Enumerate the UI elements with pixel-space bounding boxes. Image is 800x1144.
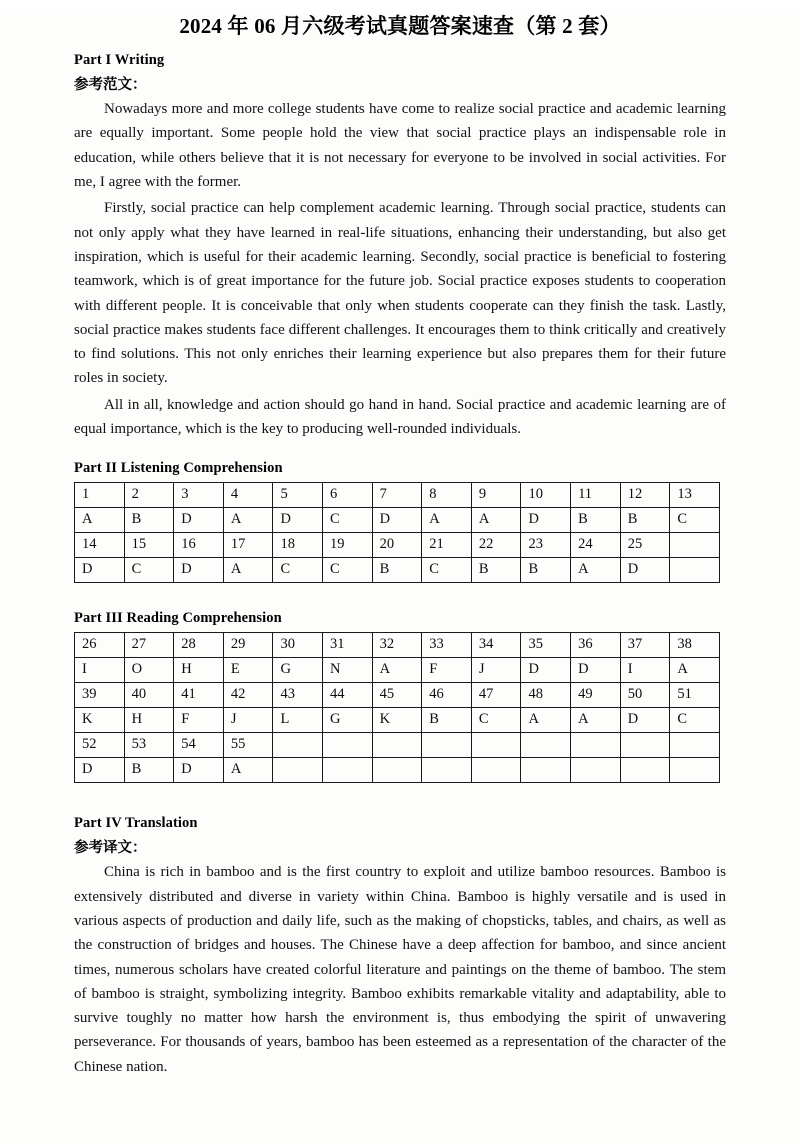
answer-cell: C: [273, 558, 323, 583]
question-number-cell: 50: [620, 683, 670, 708]
question-number-cell: 9: [471, 483, 521, 508]
question-number-cell: 1: [75, 483, 125, 508]
answer-cell: D: [620, 708, 670, 733]
answer-cell: A: [670, 658, 720, 683]
empty-cell: [670, 758, 720, 783]
empty-cell: [422, 733, 472, 758]
question-number-cell: 30: [273, 633, 323, 658]
question-number-cell: 8: [422, 483, 472, 508]
answer-cell: A: [521, 708, 571, 733]
answer-cell: D: [75, 558, 125, 583]
question-number-cell: 51: [670, 683, 720, 708]
answer-cell: A: [571, 558, 621, 583]
empty-cell: [620, 758, 670, 783]
question-number-cell: 5: [273, 483, 323, 508]
question-number-cell: 7: [372, 483, 422, 508]
question-number-cell: 19: [323, 533, 373, 558]
listening-answer-table: [74, 482, 720, 583]
question-number-cell: 47: [471, 683, 521, 708]
question-number-cell: 20: [372, 533, 422, 558]
empty-cell: [521, 758, 571, 783]
question-number-cell: 48: [521, 683, 571, 708]
question-number-cell: 11: [571, 483, 621, 508]
table-row: [75, 758, 720, 783]
empty-cell: [422, 758, 472, 783]
answer-cell: B: [471, 558, 521, 583]
question-number-cell: 42: [223, 683, 273, 708]
answer-cell: A: [422, 508, 472, 533]
question-number-cell: 34: [471, 633, 521, 658]
question-number-cell: 49: [571, 683, 621, 708]
question-number-cell: 31: [323, 633, 373, 658]
part-2-listening-section: [74, 460, 726, 583]
answer-cell: C: [670, 508, 720, 533]
table-row: [75, 633, 720, 658]
spacer: [74, 583, 726, 600]
answer-cell: D: [273, 508, 323, 533]
table-row: [75, 708, 720, 733]
question-number-cell: 44: [323, 683, 373, 708]
answer-cell: C: [323, 508, 373, 533]
question-number-cell: 36: [571, 633, 621, 658]
question-number-cell: 33: [422, 633, 472, 658]
part-1-writing-section: [74, 52, 726, 441]
answer-cell: B: [422, 708, 472, 733]
empty-cell: [323, 733, 373, 758]
answer-key-page: [0, 14, 800, 1144]
empty-cell: [323, 758, 373, 783]
question-number-cell: 25: [620, 533, 670, 558]
answer-cell: A: [223, 508, 273, 533]
table-row: [75, 533, 720, 558]
question-number-cell: 43: [273, 683, 323, 708]
answer-cell: A: [223, 758, 273, 783]
answer-cell: D: [571, 658, 621, 683]
empty-cell: [471, 733, 521, 758]
table-row: [75, 683, 720, 708]
answer-cell: B: [372, 558, 422, 583]
empty-cell: [372, 758, 422, 783]
answer-cell: D: [521, 508, 571, 533]
part-3-heading: Part III Reading Comprehension: [74, 610, 282, 627]
reading-answer-table: [74, 632, 720, 783]
empty-cell: [521, 733, 571, 758]
question-number-cell: 54: [174, 733, 224, 758]
answer-cell: B: [124, 758, 174, 783]
answer-cell: J: [471, 658, 521, 683]
answer-cell: F: [174, 708, 224, 733]
question-number-cell: 14: [75, 533, 125, 558]
question-number-cell: 53: [124, 733, 174, 758]
question-number-cell: 24: [571, 533, 621, 558]
question-number-cell: 46: [422, 683, 472, 708]
question-number-cell: 10: [521, 483, 571, 508]
answer-cell: G: [273, 658, 323, 683]
part-1-subheading: 参考范文：: [74, 77, 147, 94]
answer-cell: E: [223, 658, 273, 683]
empty-cell: [571, 733, 621, 758]
question-number-cell: 52: [75, 733, 125, 758]
answer-cell: D: [75, 758, 125, 783]
question-number-cell: 55: [223, 733, 273, 758]
answer-cell: J: [223, 708, 273, 733]
answer-cell: D: [174, 758, 224, 783]
answer-cell: F: [422, 658, 472, 683]
empty-cell: [471, 758, 521, 783]
answer-cell: K: [372, 708, 422, 733]
empty-cell: [273, 758, 323, 783]
question-number-cell: 37: [620, 633, 670, 658]
empty-cell: [620, 733, 670, 758]
question-number-cell: 12: [620, 483, 670, 508]
question-number-cell: 15: [124, 533, 174, 558]
question-number-cell: 29: [223, 633, 273, 658]
answer-cell: A: [471, 508, 521, 533]
answer-cell: G: [323, 708, 373, 733]
table-row: [75, 508, 720, 533]
page-title: 2024 年 06 月六级考试真题答案速查（第 2 套）: [179, 14, 621, 38]
question-number-cell: 39: [75, 683, 125, 708]
answer-cell: L: [273, 708, 323, 733]
answer-cell: C: [670, 708, 720, 733]
empty-cell: [372, 733, 422, 758]
question-number-cell: 27: [124, 633, 174, 658]
question-number-cell: 2: [124, 483, 174, 508]
answer-cell: D: [620, 558, 670, 583]
part-4-translation-section: [74, 815, 726, 1079]
question-number-cell: 16: [174, 533, 224, 558]
writing-paragraph-2: Firstly, social practice can help complement academic learning. Through social practice, students can not only apply what they have learned in real-life situations, enhancing their understanding, but also get inspiration, which is useful for their academic learning. Secondly, social practice is beneficial to fostering teamwork, which is of great importance for the future job. Social practice exposes students to cooperation with different people. It is conceivable that only when students cooperate can they finish the task. Lastly, social practice makes students face different challenges. It encourages them to think critically and creatively to find solutions. This not only enriches their learning experience but also prepares them for their future roles in society.: [74, 200, 726, 387]
question-number-cell: 28: [174, 633, 224, 658]
question-number-cell: 23: [521, 533, 571, 558]
writing-paragraph-1: Nowadays more and more college students have come to realize social practice and academic learning are equally important. Some people hold the view that social practice plays an indispensable role in education, while others believe that it is not necessary for everyone to be involved in social activities. For me, I agree with the former.: [74, 101, 726, 191]
empty-cell: [670, 558, 720, 583]
spacer: [74, 783, 726, 805]
empty-cell: [670, 533, 720, 558]
answer-cell: K: [75, 708, 125, 733]
table-row: [75, 658, 720, 683]
part-4-heading: Part IV Translation: [74, 815, 198, 832]
question-number-cell: 40: [124, 683, 174, 708]
empty-cell: [571, 758, 621, 783]
answer-cell: B: [124, 508, 174, 533]
answer-cell: I: [620, 658, 670, 683]
spacer: [74, 441, 726, 450]
question-number-cell: 45: [372, 683, 422, 708]
answer-cell: C: [422, 558, 472, 583]
answer-cell: C: [471, 708, 521, 733]
answer-cell: A: [571, 708, 621, 733]
writing-paragraph-3: All in all, knowledge and action should go hand in hand. Social practice and academic learning are of equal importance, which is the key to producing well-rounded individuals.: [74, 396, 726, 438]
answer-cell: A: [223, 558, 273, 583]
table-row: [75, 558, 720, 583]
answer-cell: I: [75, 658, 125, 683]
answer-cell: C: [323, 558, 373, 583]
question-number-cell: 21: [422, 533, 472, 558]
part-4-subheading: 参考译文：: [74, 840, 147, 857]
empty-cell: [670, 733, 720, 758]
answer-cell: H: [124, 708, 174, 733]
question-number-cell: 41: [174, 683, 224, 708]
question-number-cell: 17: [223, 533, 273, 558]
part-2-heading: Part II Listening Comprehension: [74, 460, 283, 477]
answer-cell: D: [174, 508, 224, 533]
answer-cell: H: [174, 658, 224, 683]
empty-cell: [273, 733, 323, 758]
answer-cell: C: [124, 558, 174, 583]
answer-cell: B: [571, 508, 621, 533]
question-number-cell: 13: [670, 483, 720, 508]
question-number-cell: 3: [174, 483, 224, 508]
question-number-cell: 6: [323, 483, 373, 508]
answer-cell: D: [174, 558, 224, 583]
answer-cell: A: [75, 508, 125, 533]
question-number-cell: 32: [372, 633, 422, 658]
table-row: [75, 733, 720, 758]
question-number-cell: 38: [670, 633, 720, 658]
question-number-cell: 22: [471, 533, 521, 558]
answer-cell: O: [124, 658, 174, 683]
part-3-reading-section: [74, 610, 726, 783]
answer-cell: B: [620, 508, 670, 533]
answer-cell: D: [372, 508, 422, 533]
answer-cell: B: [521, 558, 571, 583]
part-1-heading: Part I Writing: [74, 52, 165, 69]
answer-cell: D: [521, 658, 571, 683]
question-number-cell: 26: [75, 633, 125, 658]
answer-cell: N: [323, 658, 373, 683]
question-number-cell: 18: [273, 533, 323, 558]
question-number-cell: 35: [521, 633, 571, 658]
translation-paragraph-1: China is rich in bamboo and is the first country to exploit and utilize bamboo resources. Bamboo is extensively distributed and diverse in variety within China. Bamboo is highly versatile and is used in various aspects of production and daily life, such as the making of chopsticks, tables, and chairs, as well as the construction of bridges and houses. The Chinese have a deep affection for bamboo, and since ancient times, numerous scholars have created colorful literature and paintings on the theme of bamboo. The stem of bamboo is straight, symbolizing integrity. Bamboo exhibits remarkable vitality and adaptability, able to survive toughly no matter how harsh the environment is, thus embodying the spirit of unwavering perseverance. For thousands of years, bamboo has been esteemed as a representation of the character of the Chinese nation.: [74, 864, 726, 1075]
table-row: [75, 483, 720, 508]
answer-cell: A: [372, 658, 422, 683]
question-number-cell: 4: [223, 483, 273, 508]
